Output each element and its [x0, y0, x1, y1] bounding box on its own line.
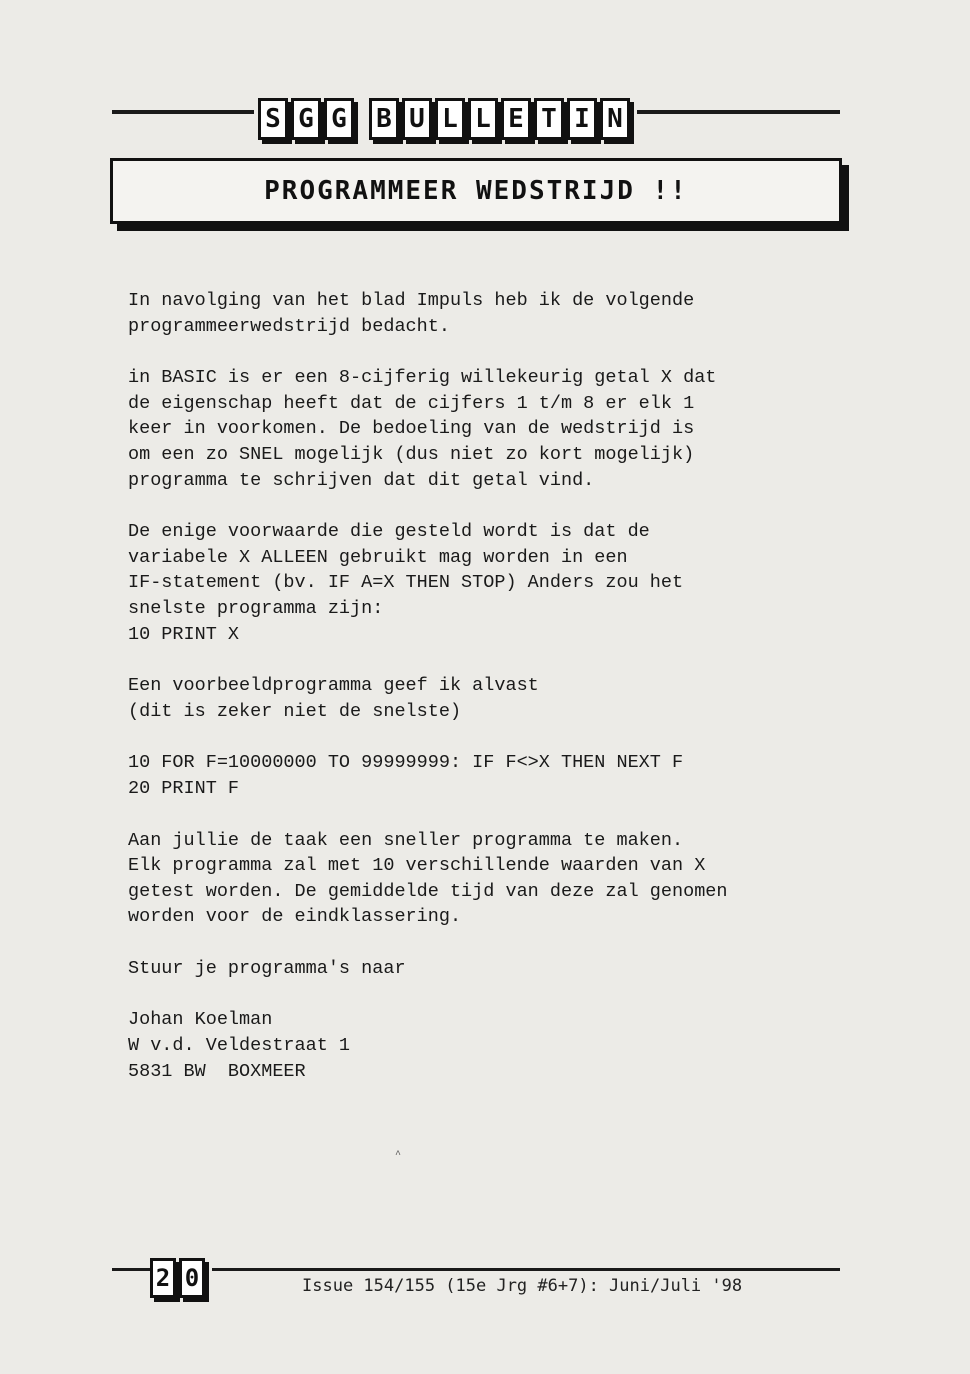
masthead-letter: B — [369, 98, 399, 140]
masthead-letter: E — [501, 98, 531, 140]
address-block: Johan Koelman W v.d. Veldestraat 1 5831 BW BOXMEER — [128, 1009, 351, 1082]
paragraph-example-intro: Een voorbeeldprogramma geef ik alvast (dit is zeker niet de snelste) — [128, 675, 539, 722]
paragraph-condition: De enige voorwaarde die gesteld wordt is dat de variabele X ALLEEN gebruikt mag worden in een IF-statement (bv. IF A=X THEN STOP) Anders zou het snelste programma zijn: 10 PRINT X — [128, 521, 684, 645]
paragraph-send: Stuur je programma's naar — [128, 957, 406, 979]
paragraph-problem: in BASIC is er een 8-cijferig willekeurig getal X dat de eigenschap heeft dat de cijfers 1 t/m 8 er elk 1 keer in voorkomen. De bedoeling van de wedstrijd is om een zo SNEL mogelijk (dus niet zo kort mogelijk) programma te schrijven dat dit getal vind. — [128, 367, 717, 491]
page-digit: 2 — [150, 1258, 176, 1298]
masthead-letter: G — [291, 98, 321, 140]
masthead-word-sgg — [258, 98, 357, 150]
masthead-letter: I — [567, 98, 597, 140]
footer-rule — [112, 1268, 840, 1271]
masthead-letter: U — [402, 98, 432, 140]
masthead-letter: S — [258, 98, 288, 140]
masthead-letter: L — [468, 98, 498, 140]
paragraph-intro: In navolging van het blad Impuls heb ik de volgende programmeerwedstrijd bedacht. — [128, 290, 695, 337]
masthead-word-bulletin — [369, 98, 633, 150]
page-title: PROGRAMMEER WEDSTRIJD !! — [264, 176, 688, 206]
code-example: 10 FOR F=10000000 TO 99999999: IF F<>X THEN NEXT F 20 PRINT F — [128, 752, 684, 799]
issue-line: Issue 154/155 (15e Jrg #6+7): Juni/Juli '98 — [302, 1276, 743, 1296]
page-digit: 0 — [179, 1258, 205, 1298]
masthead-letter: N — [600, 98, 630, 140]
masthead-letter: L — [435, 98, 465, 140]
paragraph-task: Aan jullie de taak een sneller programma te maken. Elk programma zal met 10 verschillende waarden van X getest worden. De gemiddelde tijd van deze zal genomen worden voor de eindklassering. — [128, 829, 728, 928]
title-box — [110, 158, 842, 224]
masthead-letter: G — [324, 98, 354, 140]
caret-mark: ^ — [395, 1150, 402, 1161]
masthead-letter: T — [534, 98, 564, 140]
article-body — [128, 288, 848, 1084]
page-number — [150, 1258, 212, 1298]
masthead — [254, 98, 637, 150]
